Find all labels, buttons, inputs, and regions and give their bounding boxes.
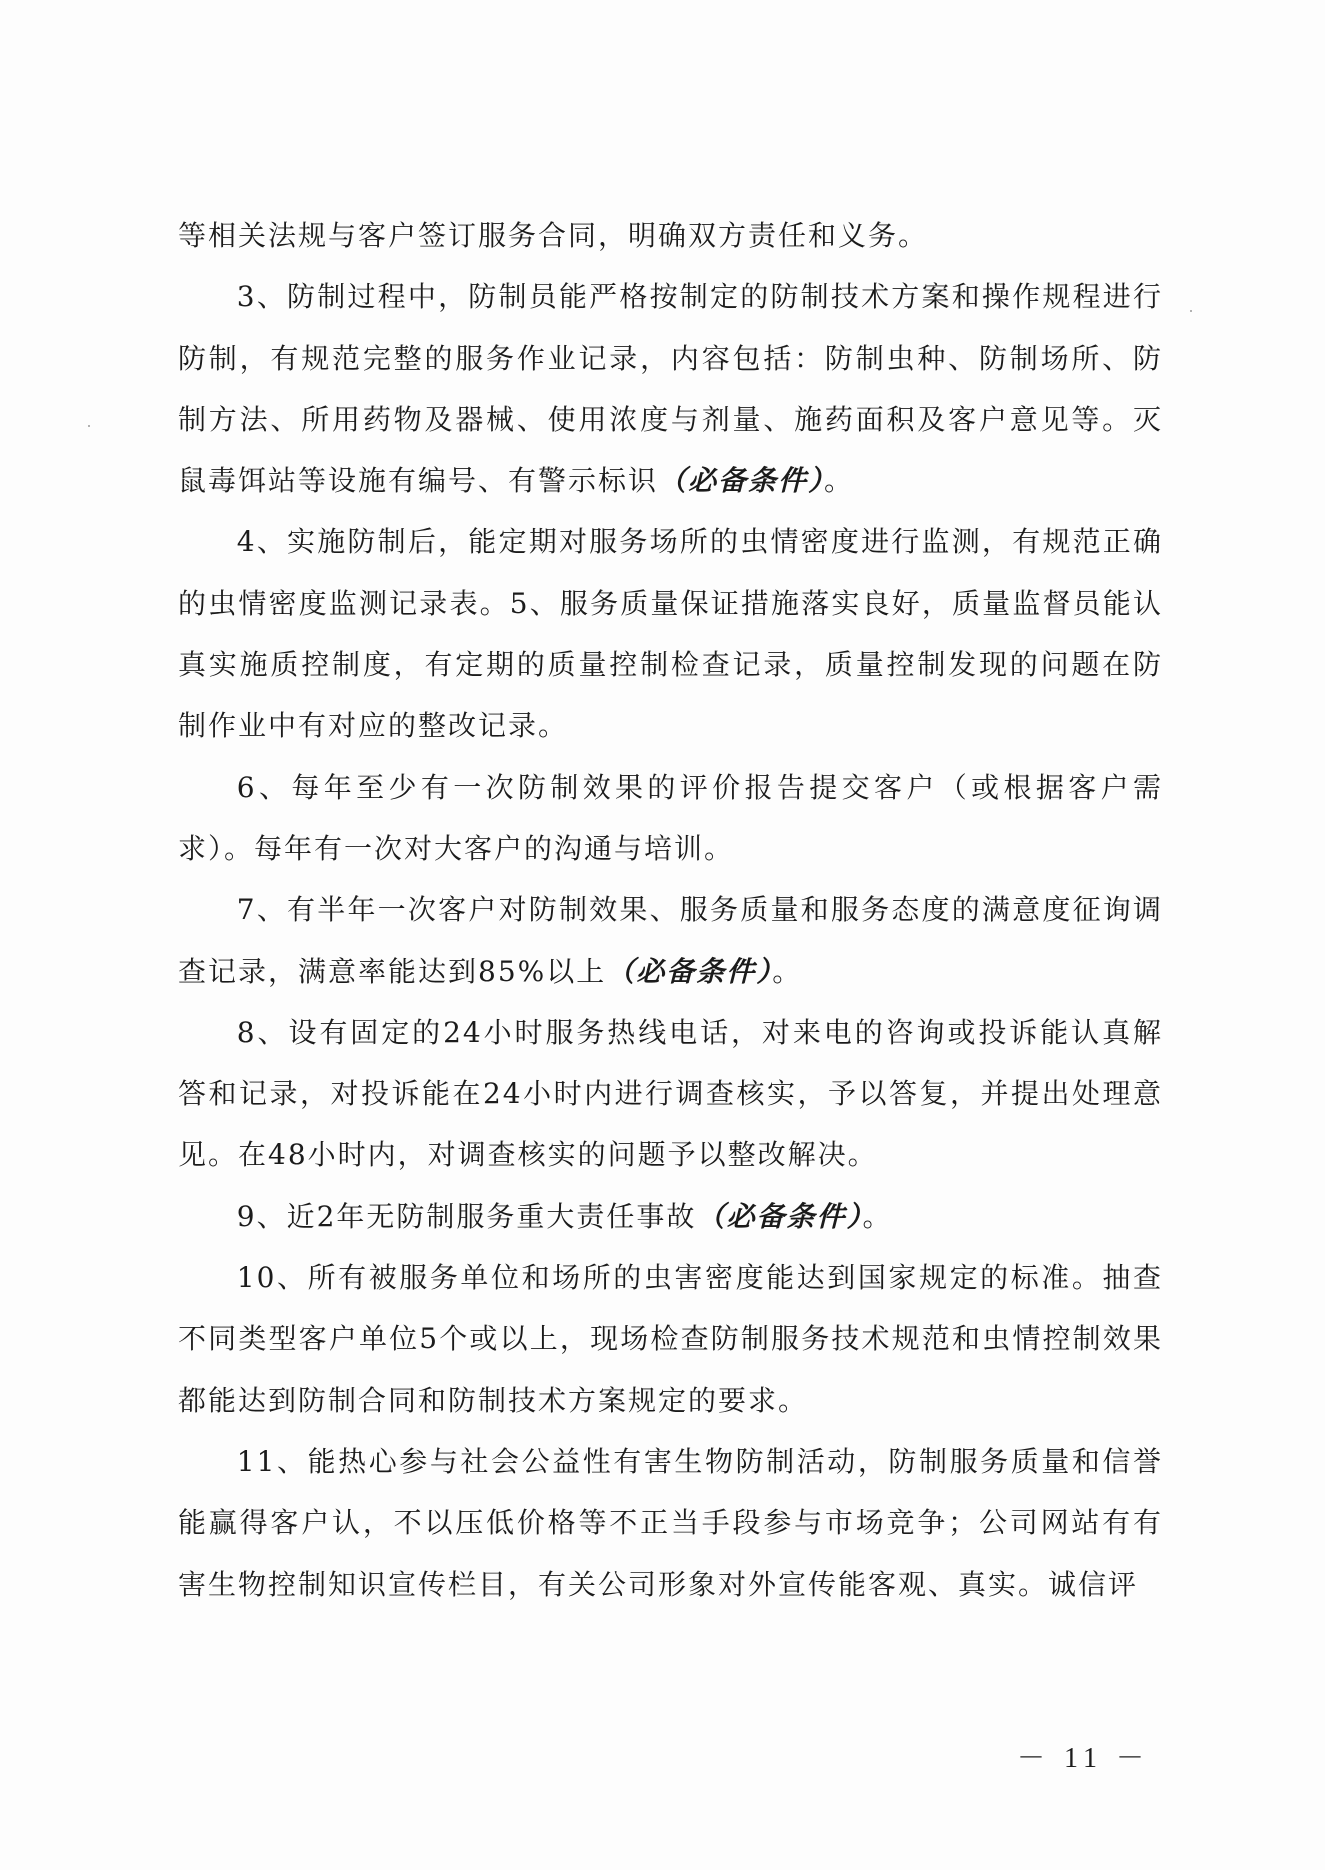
paragraph <box>178 205 1163 266</box>
required-condition-label: （必备条件） <box>696 1199 863 1233</box>
paragraph <box>178 879 1163 1002</box>
paragraph <box>178 1247 1163 1431</box>
paragraph-text: 3、防制过程中，防制员能严格按制定的防制技术方案和操作规程进行防制，有规范完整的服务作业记录，内容包括：防制虫种、防制场所、防制方法、所用药物及器械、使用浓度与剂量、施药面积及客户意见等。灭鼠毒饵站等设施有编号、有警示标识 <box>178 280 1163 498</box>
paragraph-text: 9、近2年无防制服务重大责任事故 <box>236 1199 697 1233</box>
paragraph-text: 等相关法规与客户签订服务合同，明确双方责任和义务。 <box>178 219 929 252</box>
paragraph-text: 10、所有被服务单位和场所的虫害密度能达到国家规定的标准。抽查不同类型客户单位5个或以上，现场检查防制服务技术规范和虫情控制效果都能达到防制合同和防制技术方案规定的要求。 <box>178 1261 1163 1417</box>
paragraph-text: 8、设有固定的24小时服务热线电话，对来电的咨询或投诉能认真解答和记录，对投诉能在24小时内进行调查核实，予以答复，并提出处理意见。在48小时内，对调查核实的问题予以整改解决。 <box>178 1015 1163 1172</box>
paragraph <box>178 1002 1163 1186</box>
paragraph <box>178 266 1163 511</box>
required-condition-label: （必备条件） <box>658 464 825 498</box>
paragraph-text: 。 <box>772 954 803 988</box>
paragraph-text: 6、每年至少有一次防制效果的评价报告提交客户（或根据客户需求）。每年有一次对大客户的沟通与培训。 <box>178 770 1163 865</box>
paragraph <box>178 1431 1163 1615</box>
required-condition-label: （必备条件） <box>606 954 773 988</box>
paragraph <box>178 757 1163 880</box>
paragraph-text: 。 <box>862 1199 893 1233</box>
page-number: － 11 － <box>1017 1743 1150 1774</box>
paragraph-text: 。 <box>824 464 855 498</box>
document-body <box>178 205 1163 1615</box>
paragraph-text: 11、能热心参与社会公益性有害生物防制活动，防制服务质量和信誉能赢得客户认，不以压低价格等不正当手段参与市场竞争；公司网站有有害生物控制知识宣传栏目，有关公司形象对外宣传能客观、真实。诚信评 <box>178 1444 1163 1601</box>
paragraph <box>178 1186 1163 1247</box>
paragraph-text: 4、实施防制后，能定期对服务场所的虫情密度进行监测，有规范正确的虫情密度监测记录表。5、服务质量保证措施落实良好，质量监督员能认真实施质控制度，有定期的质量控制检查记录，质量控制发现的问题在防制作业中有对应的整改记录。 <box>178 525 1163 743</box>
scan-speck <box>88 425 90 427</box>
paragraph <box>178 511 1163 756</box>
scan-speck <box>1190 310 1192 312</box>
paragraph-text: 7、有半年一次客户对防制效果、服务质量和服务态度的满意度征询调查记录，满意率能达到85%以上 <box>178 893 1163 988</box>
